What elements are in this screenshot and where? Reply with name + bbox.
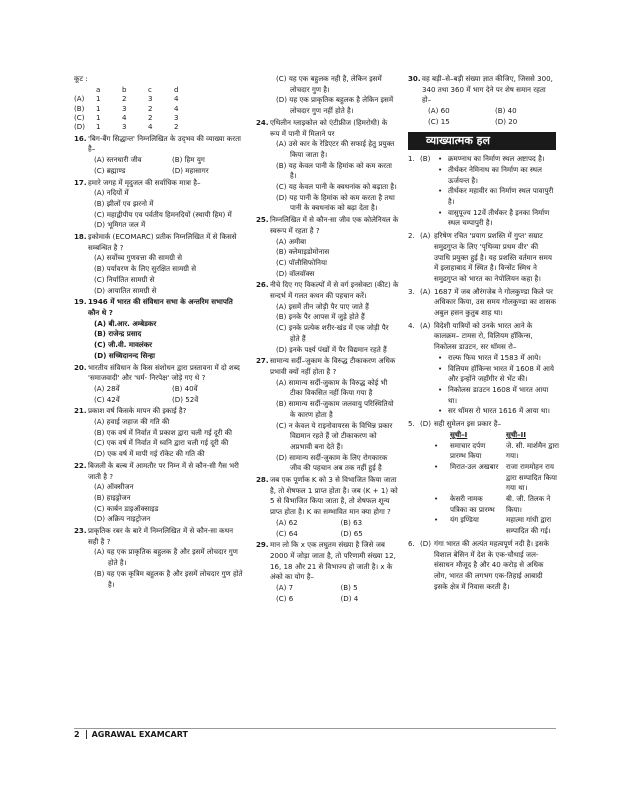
option: (B) पर्यावरण के लिए सुरक्षित सामग्री से	[94, 264, 197, 274]
codes-cell: 4	[122, 112, 127, 122]
option: (B) 40	[495, 106, 517, 116]
bullet-icon: •	[434, 515, 439, 525]
answer-letter: (D)	[420, 419, 431, 429]
answer-number: 6.	[408, 538, 415, 548]
option: (A) हवाई जहाज की गति की	[94, 417, 170, 427]
section-heading: व्याख्यात्मक हल	[408, 132, 556, 151]
answer-bullet: • सर थॉमस रो भारत 1616 में आया था।	[434, 406, 556, 417]
question-number: 27.	[256, 356, 269, 366]
match-left: केसरी नामक पत्रिका का प्रारम्भ	[450, 494, 495, 514]
question	[256, 540, 399, 604]
question-number: 20.	[74, 362, 87, 372]
answer-number: 1.	[408, 154, 415, 164]
question-text: वह बड़ी–से–बड़ी संख्या ज्ञात कीजिए, जिससे 300, 340 तथा 360 में भाग देने पर शेष समान रहता हो–	[422, 74, 553, 105]
option: (A) 28वें	[94, 383, 120, 393]
options-list	[88, 384, 244, 405]
question	[256, 475, 399, 539]
options-list	[88, 482, 244, 525]
answer-item	[408, 287, 556, 319]
answer-text: 1687 में जब औरंगजेब ने गोलकुण्डा किले पर अधिकार किया, उस समय गोलकुण्डा का शासक अबुल हसन कुतुब शाह था।	[434, 286, 556, 318]
question-text: प्रकाश वर्ष किसके मापन की इकाई है?	[88, 406, 187, 416]
option: (A) नदियों में	[94, 188, 129, 198]
option: (C) पॉलीसिफोनिया	[276, 257, 327, 267]
question-number: 17.	[74, 177, 87, 187]
answer-bullet: • तीर्थंकर महावीर का निर्माण स्थल पावापुरी है।	[434, 186, 556, 207]
column-right	[408, 74, 559, 594]
question-number: 18.	[74, 232, 87, 242]
question-number: 30.	[408, 74, 421, 83]
options-list	[270, 139, 399, 214]
option: (B) एक वर्ष में निर्वात में प्रकाश द्वारा चली गई दूरी की	[94, 427, 232, 437]
codes-cell: 3	[122, 122, 127, 132]
codes-cell: 2	[148, 103, 153, 113]
question	[74, 406, 244, 460]
answer-item	[408, 231, 556, 285]
question	[74, 363, 244, 406]
question	[408, 74, 556, 128]
answer-item	[408, 321, 556, 417]
match-spacer	[434, 430, 446, 441]
option: (D) यह पानी के हिमांक को कम करता है तथा पानी के क्वथनांक को बढ़ा देता है।	[276, 192, 395, 213]
option: (D) 52वें	[172, 394, 199, 404]
answer-bullet: • राल्फ फिच भारत में 1583 में आये।	[434, 353, 556, 364]
match-right: महात्मा गांधी द्वारा सम्पादित की गई।	[506, 515, 552, 536]
question-number: 19.	[74, 297, 87, 307]
codes-header: a	[96, 84, 101, 94]
question-number: 22.	[74, 460, 87, 470]
codes-cell: 3	[174, 112, 179, 122]
option: (C) महाद्वीपीय एव पर्वतीय हिमनदियों (स्थायी हिम) में	[94, 209, 232, 219]
answer-letter: (B)	[420, 154, 431, 164]
question-number: 21.	[74, 406, 87, 416]
option: (B) 40वें	[172, 383, 198, 393]
codes-cell: 3	[122, 103, 127, 113]
codes-header: d	[174, 84, 179, 94]
codes-row-key: (D)	[74, 122, 85, 132]
answer-text: हरिषेण रचित 'प्रयाग प्रशस्ति में गुप्त' सम्राट समुद्रगुप्त के लिए 'पृथिव्या प्रथम वीर' की उपाधि प्रयुक्त हुई है। यह प्रशस्ति वर्तमान समय में इलाहाबाद में स्थित है। विन्सेंट स्मिथ ने समुद्रगुप्त को भारत का नेपोलियन कहा है।	[434, 231, 552, 283]
option: (B) 5	[340, 583, 358, 593]
options-list	[88, 319, 244, 362]
option: (C) न केवल ये राइनोवायरस के विभिन्न प्रकार विद्यमान रहते हैं जो टीकाकरण को अप्रभावी बना देते हैं।	[276, 420, 393, 451]
option: (B) इनके पैर आपस में जुड़े होते हैं	[276, 312, 365, 322]
answer-letter: (A)	[420, 231, 431, 241]
option: (B) झीलों एव झरनो में	[94, 198, 154, 208]
question	[256, 118, 399, 214]
codes-table	[74, 85, 200, 132]
answer-bullet: • क्रमण्‍नाथ का निर्माण स्थल अष्टापद है।	[434, 154, 556, 165]
question-number: 16.	[74, 133, 87, 143]
option: (C) 64	[276, 528, 298, 538]
page-footer	[74, 728, 556, 741]
answer-number: 3.	[408, 286, 415, 296]
option: (A) सामान्य सर्दी-जुकाम के विरुद्ध कोई भी टीका विकसित नहीं किया गया है	[276, 377, 388, 398]
codes-header: b	[122, 84, 127, 94]
option: (C) जी.वी. मावलंकर	[94, 340, 153, 350]
option: (A) ऑक्सीजन	[94, 482, 134, 492]
question-number: 26.	[256, 280, 269, 290]
bullet-icon: •	[434, 440, 439, 450]
question-text: भारतीय संविधान के किस संशोधन द्वारा प्रस्तावना में दो शब्द 'समाजवादी' और 'धर्म- निरपेक्ष' जोड़े गए थे ?	[88, 362, 240, 383]
option: (A) 7	[276, 583, 294, 593]
match-table	[434, 429, 559, 537]
option: (C) 6	[276, 593, 294, 603]
option: (A) इसमें तीन जोड़ी पैर पाए जाते हैं	[276, 301, 369, 311]
match-header-list1: सूची–I	[450, 429, 468, 439]
question	[256, 280, 399, 355]
answer-item	[408, 539, 556, 593]
answer-text: विदेशी यात्रियों को उनके भारत आने के कालक्रम– टामस रो, विलियम हॉकिन्स, निकोलस डाउटन, सर थॉमस रो–	[434, 320, 533, 352]
codes-cell: 3	[148, 94, 153, 104]
option: (D) 65	[340, 528, 363, 538]
page-number: 2	[74, 730, 80, 739]
answer-item	[408, 419, 559, 537]
option: (C) एक वर्ष में निर्वात में ध्वनि द्वारा चली गई दूरी की	[94, 438, 229, 448]
match-codes	[74, 74, 244, 132]
question	[74, 461, 244, 525]
footer-divider	[86, 730, 87, 739]
option: (D) 4	[340, 593, 359, 603]
options-list	[422, 106, 556, 127]
column-middle	[256, 74, 399, 605]
codes-label: कूट :	[74, 74, 88, 83]
match-left: यंग इण्डिया	[450, 515, 479, 525]
codes-cell: 4	[148, 122, 153, 132]
answer-bullet: • वासुपूज्य 12वें तीर्थंकर है इनका निर्माण स्थल चम्पापुरी है।	[434, 208, 556, 229]
question-text: सामान्य सर्दी–जुकाम के विरुद्ध टीकाकरण अधिक प्रभावी क्यों नहीं होता है ?	[270, 356, 396, 376]
question	[256, 356, 399, 474]
option: (A) उसे कार के रेडिएटर की सफाई हेतु प्रयुक्त किया जाता है।	[276, 139, 395, 159]
options-list	[270, 378, 399, 474]
codes-cell: 2	[122, 94, 127, 104]
question-text: 'बिग-बैंग सिद्धान्त' निम्नलिखित के उद्‌भव की व्याख्या करता है–	[88, 133, 241, 154]
match-header-list2: सूची–II	[506, 429, 526, 439]
options-list	[88, 188, 244, 231]
question-text: बिजली के बल्ब में आमतौर पर निम्न में से कौन-सी गैस भरी जाती है ?	[88, 460, 239, 481]
option: (D) इनके पर्क्ष्य पंखों में पैर विद्यमान रहते हैं	[276, 344, 387, 354]
option: (C) निर्यातित सामग्री से	[94, 274, 155, 284]
option: (D) महासागर	[172, 165, 209, 175]
option: (A) 62	[276, 517, 298, 527]
question-number: 24.	[256, 117, 269, 127]
question	[74, 134, 244, 177]
option: (C) यह केवल पानी के क्वथनांक को बढ़ाता है।	[276, 182, 397, 192]
options-list	[88, 155, 244, 176]
options-list	[270, 302, 399, 356]
codes-row-key: (B)	[74, 103, 85, 113]
option: (D) आयातित सामग्री से	[94, 285, 157, 295]
option: (B) राजेन्द्र प्रसाद	[94, 329, 142, 339]
option: (A) यह एक प्राकृतिक बहुलक है और इसमें लोचदार गुण होते है।	[94, 547, 238, 568]
codes-cell: 2	[148, 112, 153, 122]
options-list	[88, 253, 244, 296]
codes-cell: 1	[96, 94, 101, 104]
options-list	[270, 583, 399, 604]
option: (D) एक वर्ष में मापी गई रॉकेट की गति की	[94, 449, 205, 459]
option: (A) 60	[428, 106, 450, 116]
answer-bullet: • तीर्थंकर नेमिनाथ का निर्माण का स्थल ऊर्जयन्त है।	[434, 165, 556, 186]
option: (D) 20	[495, 116, 518, 126]
option: (B) यह केवल पानी के हिमांक को कम करता है।	[276, 160, 392, 181]
options-list	[88, 417, 244, 460]
codes-cell: 2	[174, 122, 179, 132]
question-number: 29.	[256, 540, 269, 550]
option: (D) वॉलवॉक्स	[276, 268, 315, 278]
answer-letter: (A)	[420, 286, 431, 296]
question-text: हमारे जगह में मृदुजल की सर्वाधिक मात्रा है–	[88, 177, 201, 187]
answer-number: 4.	[408, 320, 415, 330]
match-right: जे. सी. मार्शमैन द्वारा गया।	[506, 440, 559, 461]
option: (D) भूमिगत जल में	[94, 220, 146, 230]
question	[74, 297, 244, 361]
option: (A) अमीबा	[276, 236, 307, 246]
question-continued	[256, 74, 399, 117]
option: (D) सच्चिदानन्द सिन्हा	[94, 350, 155, 360]
option: (C) 15	[428, 116, 450, 126]
answer-letter: (A)	[420, 320, 431, 330]
codes-row-key: (C)	[74, 112, 85, 122]
question-text: इकोमार्क (ECOMARC) प्रतीक निम्नलिखित में से किससे सम्बन्धित है ?	[88, 232, 237, 252]
brand-name: AGRAWAL EXAMCART	[91, 730, 188, 739]
question-text: मान लो कि x एक लघुतम संख्या है जिसे जब 2000 में जोड़ा जाता है, तो परिणामी संख्या 12, 16, 18 और 21 से विभाज्य हो जाती है। x के अंको का योग है–	[270, 540, 396, 582]
option: (A) बी.आर. अम्बेडकर	[94, 318, 157, 328]
question-text: नीचे दिए गए विकल्पों में से वर्ग इनसेक्टा (कीट) के सन्दर्भ में गलत कथन की पहचान करें।	[270, 280, 399, 301]
codes-cell: 4	[174, 103, 179, 113]
option: (C) ब्रह्माण्ड	[94, 165, 126, 175]
question-number: 28.	[256, 475, 269, 485]
question-text: जब एक पूर्णांक K को 3 से विभाजित किया जाता है, तो शेषफल 1 प्राप्त होता है। जब (K + 1) को 5 से विभाजित किया जाता है, तो शेषफल शून्य प्राप्त होता है। K का सम्भावित मान क्या होगा ?	[270, 475, 398, 517]
bullet-icon: •	[434, 461, 439, 471]
option: (B) क्लेमाइडोमोनास	[276, 247, 330, 257]
codes-cell: 1	[96, 103, 101, 113]
question-number: 23.	[74, 526, 87, 536]
answer-item	[408, 154, 556, 229]
question-text: निम्नलिखित में से कौन-सा जीव एक कोलेनियल के स्वरूप में रहता है ?	[270, 215, 399, 235]
match-left: मिरात-उल अखबार	[450, 461, 499, 471]
question	[256, 215, 399, 279]
match-right: राजा राममोहन राय द्वारा सम्पादित किया गया था।	[506, 461, 557, 493]
option: (B) 63	[340, 517, 363, 527]
question	[74, 526, 244, 590]
codes-cell: 1	[96, 112, 101, 122]
codes-cell: 4	[174, 94, 179, 104]
question	[74, 232, 244, 296]
option: (C) यह एक बहुलक नही है, लेकिन इसमें लोचदार गुण है।	[276, 74, 382, 94]
bullet-icon: •	[434, 494, 439, 504]
option: (A) सर्वोच्च गुणवत्ता की सामग्री से	[94, 253, 183, 263]
codes-header: c	[148, 84, 152, 94]
option: (B) हाइड्रोजन	[94, 492, 131, 502]
codes-row-key: (A)	[74, 94, 85, 104]
option: (A) स्तनधारी जीव	[94, 155, 142, 165]
option: (C) 42वें	[94, 394, 120, 404]
question	[74, 178, 244, 232]
codes-cell: 1	[96, 122, 101, 132]
option: (B) सामान्य सर्दी-जुकाम जलवायु परिस्थितियो के कारण होता है	[276, 399, 394, 419]
option: (B) यह एक कृत्रिम बहुलक है और इसमें लोचदार गुण होते है।	[94, 568, 243, 589]
option: (D) सामान्य सर्दी-जुकाम के लिए रोगकारक जीव की पहचान अब तक नहीं हुई है	[276, 452, 388, 473]
options-list	[270, 237, 399, 280]
question-number: 25.	[256, 215, 269, 225]
question-text: प्राकृतिक रबर के बारे में निम्नलिखित में से कौन-सा कथन सही है ?	[88, 526, 234, 546]
answer-text: सही सुमेलन इस प्रकार है–	[434, 419, 502, 429]
question-text: 1946 में भारत की संविधान सभा के अन्तरिम सभापति कौन थे ?	[88, 297, 233, 317]
option: (C) इनके प्रत्येक शरीर-खंड में एक जोड़ी पैर होते हैं	[276, 323, 389, 343]
match-right: बी. जी. तिलक ने किया।	[506, 494, 551, 514]
option: (D) यह एक प्राकृतिक बहुलक है लेकिन इसमें लोचदार गुण नहीं होते है।	[276, 95, 394, 116]
match-left: समाचार दर्पण प्रारम्भ किया	[450, 440, 486, 461]
answer-bullet: • विलियम हॉकिन्स भारत में 1608 में आये और इन्होंने जहाँगीर से भेंट की।	[434, 364, 556, 385]
answer-number: 5.	[408, 419, 415, 429]
option: (B) हिम युग	[172, 155, 205, 165]
answer-letter: (D)	[420, 538, 431, 548]
option: (C) कार्बन डाइऑक्साइड	[94, 503, 159, 513]
options-list	[88, 547, 244, 590]
answer-number: 2.	[408, 231, 415, 241]
option: (D) अक्रिय नाइट्रोजन	[94, 514, 151, 524]
answer-bullet: • निकोलस डाउटन 1608 में भारत आया था।	[434, 385, 556, 406]
answer-text: गंगा भारत की अत्यंत महत्वपूर्ण नदी है। इसके विशाल बेसिन में देश के एक-चौथाई जल-संसाधन मौजूद है और 40 करोड़ से अधिक लोग, भारत की लगभग एक-तिहाई आबादी इसके क्षेत्र में निवास करती है।	[434, 538, 550, 591]
column-left	[74, 74, 244, 591]
question-text: एथिलीन ग्लाइकोल को एंटीफ्रीज (हिमरोधी) के रूप में पानी में मिलाने पर	[270, 117, 388, 138]
options-list	[270, 518, 399, 539]
